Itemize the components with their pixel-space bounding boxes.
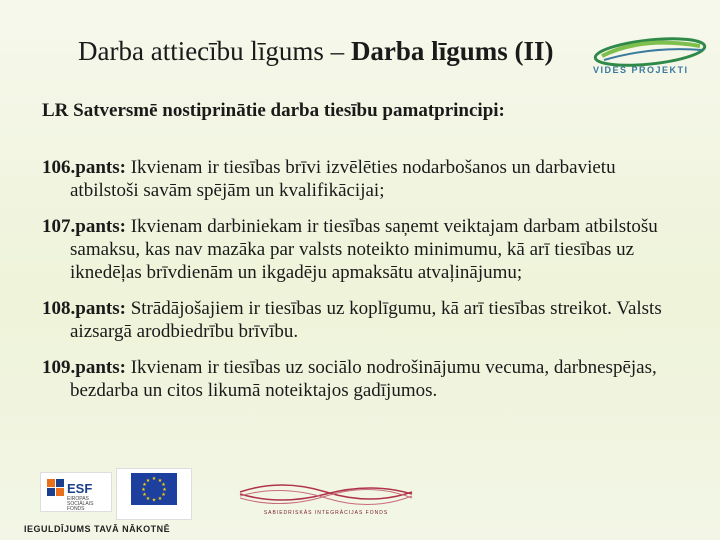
article-number: 106.pants:: [42, 157, 126, 178]
svg-text:★: ★: [145, 478, 151, 484]
article-text: Strādājošajiem ir tiesības uz koplīgumu, kā arī tiesības streikot. Valsts aizsargā arodbiedrību brīvību.: [70, 298, 662, 342]
eu-logo: [116, 468, 192, 520]
esf-logo: [40, 472, 112, 512]
article-108: [42, 297, 682, 343]
slide-title-regular: Darba attiecību līgums –: [78, 36, 351, 66]
leaf-swoosh-icon: [582, 36, 712, 82]
eu-flag-icon: [131, 473, 177, 505]
vides-projekti-logo: [582, 36, 712, 82]
article-text: Ikvienam ir tiesības brīvi izvēlēties nodarbošanos un darbavietu atbilstoši savām spējām un kvalifikācijai;: [70, 157, 616, 201]
article-text: Ikvienam ir tiesības uz sociālo nodrošinājumu vecuma, darbnespējas, bezdarba un citos likumā noteiktajos gadījumos.: [70, 357, 657, 401]
vides-projekti-text: VIDES PROJEKTI: [593, 65, 689, 75]
article-106: [42, 156, 682, 202]
svg-text:★: ★: [151, 476, 157, 482]
wave-ribbon-icon: [236, 476, 416, 516]
svg-text:★: ★: [141, 487, 146, 493]
esf-caption: EIROPAS SOCIĀLAIS FONDS: [67, 496, 94, 512]
article-number: 108.pants:: [42, 298, 126, 319]
svg-text:★: ★: [157, 478, 163, 484]
article-text: Ikvienam darbiniekam ir tiesības saņemt veiktajam darbam atbilstošu samaksu, kas nav mazāka par valsts noteikto minimumu, kā arī tiesības uz iknedēļas brīvdienām un ikgadēju apmaksātu atvaļinājumu;: [70, 216, 658, 283]
svg-text:★: ★: [161, 492, 166, 498]
svg-text:★: ★: [142, 492, 147, 498]
slide-title: [78, 36, 553, 67]
subtitle: LR Satversmē nostiprinātie darba tiesību pamatprincipi:: [42, 100, 505, 121]
esf-cubes-icon: [47, 479, 65, 497]
footer-slogan: IEGULDĪJUMS TAVĀ NĀKOTNĒ: [24, 524, 171, 534]
article-109: [42, 356, 682, 402]
article-number: 107.pants:: [42, 216, 126, 237]
svg-text:★: ★: [157, 496, 163, 502]
esf-text: ESF: [67, 481, 93, 496]
svg-text:★: ★: [162, 487, 167, 493]
slide-title-bold: Darba līgums (II): [350, 36, 554, 66]
svg-text:★: ★: [142, 482, 147, 488]
article-number: 109.pants:: [42, 357, 126, 378]
article-list: [42, 156, 682, 402]
integration-fund-text: SABIEDRISKĀS INTEGRĀCIJAS FONDS: [263, 510, 389, 516]
svg-text:★: ★: [151, 497, 157, 504]
svg-text:★: ★: [145, 496, 151, 502]
article-107: [42, 215, 682, 284]
svg-text:★: ★: [161, 482, 166, 488]
integration-fund-logo: [236, 476, 416, 516]
